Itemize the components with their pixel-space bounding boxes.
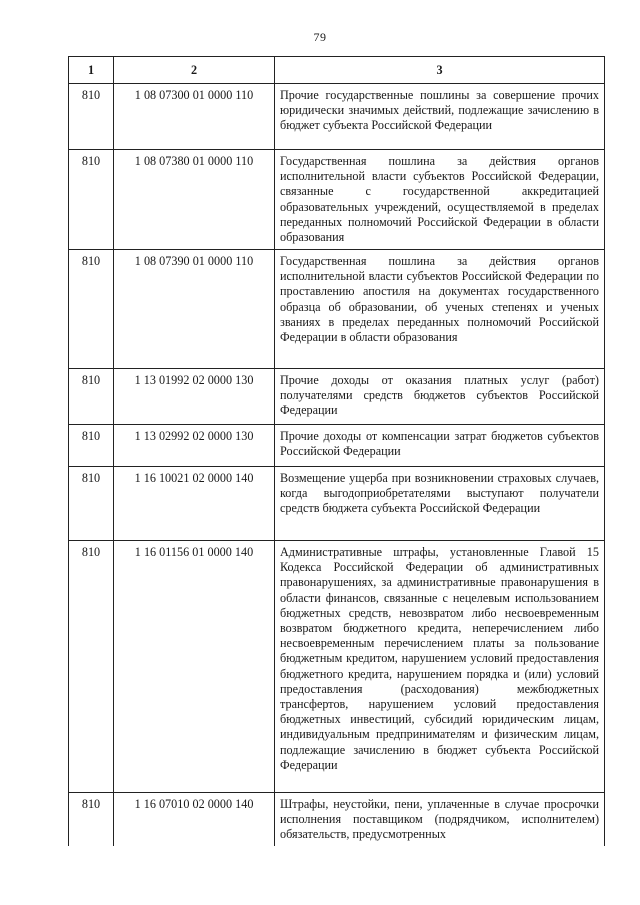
- budget-code-cell: 1 16 07010 02 0000 140: [114, 793, 275, 846]
- table-row: [69, 369, 605, 425]
- table-header-row: [69, 57, 605, 84]
- admin-code-cell: 810: [69, 369, 114, 425]
- page-number: 79: [313, 30, 327, 44]
- admin-code-cell: 810: [69, 467, 114, 541]
- description-cell: Возмещение ущерба при возникновении страховых случаев, когда выгодоприобретателями выступают получатели средств бюджета субъекта Российской Федерации: [275, 467, 605, 541]
- table-row: [69, 467, 605, 541]
- description-cell: Государственная пошлина за действия органов исполнительной власти субъектов Российской Федерации по проставлению апостиля на документах государственного образца об образовании, об ученых степенях и ученых званиях в пределах переданных полномочий Российской Федерации в области образования: [275, 250, 605, 369]
- table-row: [69, 84, 605, 150]
- budget-code-cell: 1 08 07390 01 0000 110: [114, 250, 275, 369]
- table-row: [69, 150, 605, 250]
- column-header-3: 3: [275, 57, 605, 84]
- column-header-1: 1: [69, 57, 114, 84]
- admin-code-cell: 810: [69, 425, 114, 467]
- table-row: [69, 250, 605, 369]
- description-cell: Штрафы, неустойки, пени, уплаченные в случае просрочки исполнения поставщиком (подрядчиком, исполнителем) обязательств, предусмотренных: [275, 793, 605, 846]
- budget-code-cell: 1 13 02992 02 0000 130: [114, 425, 275, 467]
- budget-code-cell: 1 08 07380 01 0000 110: [114, 150, 275, 250]
- admin-code-cell: 810: [69, 541, 114, 793]
- column-header-2: 2: [114, 57, 275, 84]
- table-row: [69, 793, 605, 846]
- table-row: [69, 541, 605, 793]
- description-cell: Административные штрафы, установленные Главой 15 Кодекса Российской Федерации об административных правонарушениях, за административные правонарушения в области финансов, связанные с нецелевым использованием бюджетных средств, невозвратом либо несвоевременным возвратом бюджетного кредита, неперечислением либо несвоевременным перечислением платы за пользование бюджетным кредитом, нарушением условий предоставления бюджетного кредита, нарушением порядка и (или) условий предоставления (расходования) межбюджетных трансфертов, нарушением условий предоставления бюджетных инвестиций, субсидий юридическим лицам, индивидуальным предпринимателям и физическим лицам, подлежащие зачислению в бюджет субъекта Российской Федерации: [275, 541, 605, 793]
- description-cell: Прочие государственные пошлины за совершение прочих юридически значимых действий, подлежащие зачислению в бюджет субъекта Российской Федерации: [275, 84, 605, 150]
- budget-code-cell: 1 13 01992 02 0000 130: [114, 369, 275, 425]
- description-cell: Прочие доходы от оказания платных услуг (работ) получателями средств бюджетов субъектов Российской Федерации: [275, 369, 605, 425]
- admin-code-cell: 810: [69, 84, 114, 150]
- table-row: [69, 425, 605, 467]
- budget-code-cell: 1 16 01156 01 0000 140: [114, 541, 275, 793]
- admin-code-cell: 810: [69, 150, 114, 250]
- budget-code-cell: 1 16 10021 02 0000 140: [114, 467, 275, 541]
- budget-code-cell: 1 08 07300 01 0000 110: [114, 84, 275, 150]
- admin-code-cell: 810: [69, 250, 114, 369]
- description-cell: Прочие доходы от компенсации затрат бюджетов субъектов Российской Федерации: [275, 425, 605, 467]
- revenue-codes-table: [68, 56, 605, 846]
- description-cell: Государственная пошлина за действия органов исполнительной власти субъектов Российской Федерации, связанные с государственной аккредитацией образовательных учреждений, осуществляемой в пределах переданных полномочий Российской Федерации в области образования: [275, 150, 605, 250]
- admin-code-cell: 810: [69, 793, 114, 846]
